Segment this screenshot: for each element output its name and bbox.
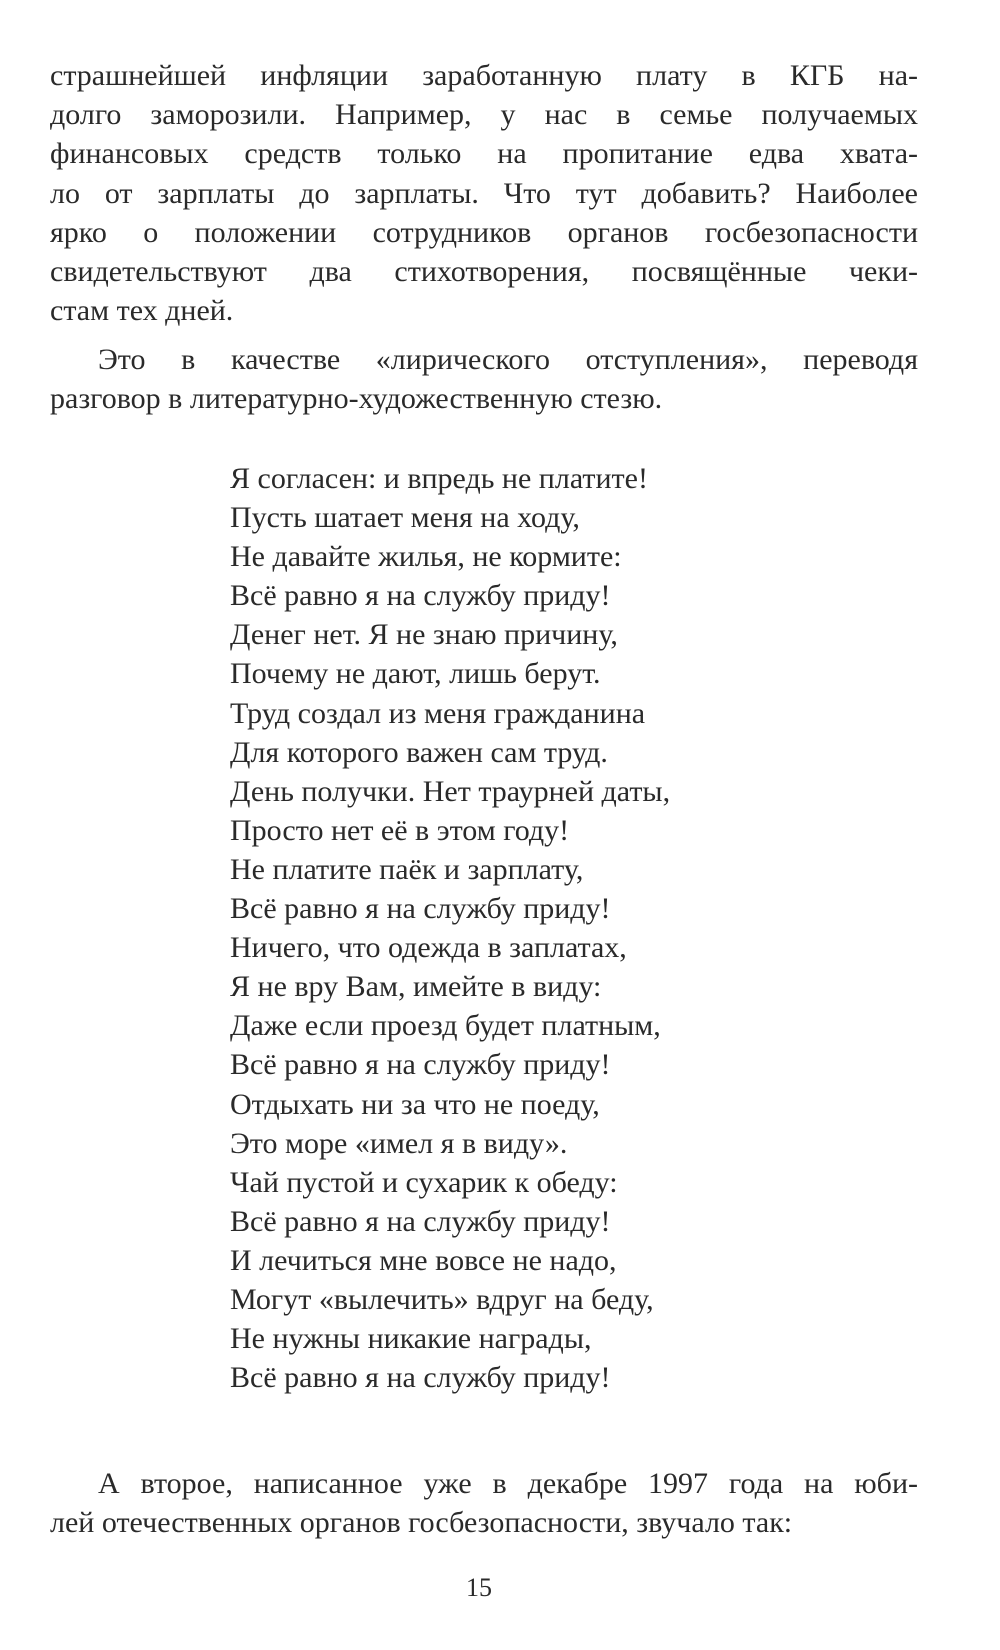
poem-line: Не нужны никакие награды, [230, 1322, 592, 1356]
poem-line: Я не вру Вам, имейте в виду: [230, 970, 602, 1004]
poem-line: Почему не дают, лишь берут. [230, 657, 601, 691]
paragraph-lyrical-digression [50, 340, 918, 418]
poem-line: Всё равно я на службу приду! [230, 1361, 611, 1395]
poem-line: Всё равно я на службу приду! [230, 892, 611, 926]
text-line: ярко о положении сотрудников органов госбезопасности [50, 215, 918, 249]
poem-line: Чай пустой и сухарик к обеду: [230, 1165, 618, 1199]
poem-line: Просто нет её в этом году! [230, 813, 570, 847]
paragraph-second-poem-intro [50, 1464, 918, 1542]
text-line: страшнейшей инфляции заработанную плату в КГБ на- [50, 59, 918, 92]
poem-line: Не платите паёк и зарплату, [230, 852, 584, 886]
page-number: 15 [466, 1573, 492, 1602]
poem-line: Всё равно я на службу приду! [230, 1048, 611, 1082]
paragraph-inflation [50, 56, 918, 330]
text-line: долго заморозили. Например, у нас в семье получаемых [50, 98, 918, 132]
text-line: А второе, написанное уже в декабре 1997 года на юби- [98, 1467, 918, 1500]
poem-line: Я согласен: и впредь не платите! [230, 462, 648, 495]
poem-line: Труд создал из меня гражданина [230, 696, 646, 730]
poem-line: День получки. Нет траурней даты, [230, 774, 671, 808]
poem-line: Это море «имел я в виду». [230, 1126, 568, 1160]
poem-line: Денег нет. Я не знаю причину, [230, 618, 618, 652]
poem [230, 459, 670, 1397]
text-line: свидетельствуют два стихотворения, посвящённые чеки- [50, 255, 918, 289]
poem-line: Всё равно я на службу приду! [230, 579, 611, 613]
poem-line: И лечиться мне вовсе не надо, [230, 1243, 617, 1277]
text-line: Это в качестве «лирического отступления», переводя [98, 343, 918, 376]
poem-line: Не давайте жилья, не кормите: [230, 540, 622, 574]
poem-line: Ничего, что одежда в заплатах, [230, 931, 627, 965]
text-line: финансовых средств только на пропитание едва хвата- [50, 137, 918, 171]
poem-line: Могут «вылечить» вдруг на беду, [230, 1282, 654, 1316]
poem-line: Всё равно я на службу приду! [230, 1204, 611, 1238]
text-line: лей отечественных органов госбезопасности, звучало так: [50, 1506, 793, 1540]
poem-line: Отдыхать ни за что не поеду, [230, 1087, 600, 1121]
poem-line: Пусть шатает меня на ходу, [230, 501, 580, 535]
text-line: разговор в литературно-художественную стезю. [50, 382, 663, 416]
text-line: стам тех дней. [50, 294, 234, 328]
poem-line: Даже если проезд будет платным, [230, 1009, 661, 1043]
text-line: ло от зарплаты до зарплаты. Что тут добавить? Наиболее [50, 176, 918, 210]
poem-line: Для которого важен сам труд. [230, 735, 608, 769]
